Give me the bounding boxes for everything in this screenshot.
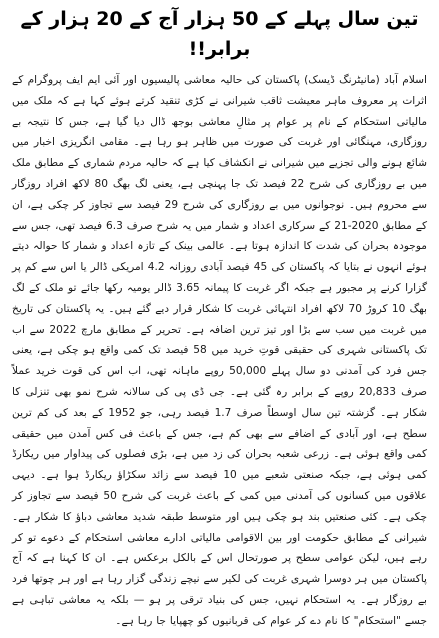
article-headline: تین سال پہلے کے 50 ہزار آج کے 20 ہزار کے برابر!! bbox=[20, 8, 419, 60]
article-body: اسلام آباد (مانیٹرنگ ڈیسک) پاکستان کی حالیہ معاشی پالیسیوں اور آئی ایم ایف پروگرام کے اثرات پر معروف ماہر معیشت ثاقب شیرانی نے کڑی تنقید کرتے ہوئے کہا ہے کہ ملک میں مالیاتی استحکام کے نام پر عوام پر مثالِ معاشی بوجھ ڈال دیا گیا ہے، جس کا نتیجہ بے روزگاری، مہنگائی اور غربت کی صورت میں ظاہر ہو رہا ہے۔ مقامی انگریزی اخبار میں شائع ہونے والی تجزیے میں شیرانی نے انکشاف کیا ہے کہ حالیہ مردم شماری کے مطابق ملک میں بے روزگاری کی شرح 22 فیصد تک جا پہنچی ہے، یعنی لگ بھگ 80 لاکھ افراد روزگار سے محروم ہیں۔ نوجوانوں میں بے روزگاری کی شرح 29 فیصد سے تجاوز کر چکی ہے، ان کے مطابق 2020-21 کے سرکاری اعداد و شمار میں یہ شرح صرف 6.3 فیصد تھی، جس سے موجودہ بحران کی شدت کا اندازہ ہوتا ہے۔ عالمی بینک کے تازہ اعداد و شمار کا حوالہ دیتے ہوئے انہوں نے بتایا کہ پاکستان کی 45 فیصد آبادی روزانہ 4.2 امریکی ڈالر یا اس سے کم پر گزارا کرنے پر مجبور ہے جبکہ اگر غربت کا پیمانہ 3.65 ڈالر یومیہ رکھا جائے تو ملک کے لگ بھگ 10 کروڑ 70 لاکھ افراد انتہائی غربت کا شکار قرار دیے گئے ہیں۔ یہ پاکستان کی تاریخ میں غربت میں سب سے بڑا اور تیز ترین اضافہ ہے۔ تحریر کے مطابق مارچ 2022 سے اب تک پاکستانی شہری کی حقیقی قوتِ خرید میں 58 فیصد تک کمی واقع ہو چکی ہے، یعنی جس فرد کی آمدنی دو سال پہلے 50,000 روپے ماہانہ تھی، اب اس کی قوت خرید عملاً صرف 20,833 روپے کے برابر رہ گئی ہے۔ جی ڈی پی کی سالانہ شرح نمو بھی تنزلی کا شکار ہے۔ گزشتہ تین سال اوسطاً صرف 1.7 فیصد رہی، جو 1952 کے بعد کی کم ترین سطح ہے، اور آبادی کے اضافے سے بھی کم ہے، جس کے باعث فی کس آمدن میں حقیقی کمی واقع ہوئی ہے۔ زرعی شعبہ بحران کی زد میں ہے، بڑی فصلوں کی پیداوار میں ریکارڈ کمی ہوئی ہے، جبکہ صنعتی شعبے میں 10 فیصد سے زائد سکڑاؤ ریکارڈ ہوا ہے۔ دیہی علاقوں میں کسانوں کی آمدنی میں کمی کے باعث غربت کی شرح 50 فیصد سے تجاوز کر چکی ہے۔ کئی صنعتیں بند ہو چکی ہیں اور متوسط طبقہ شدید معاشی دباؤ کا شکار ہے۔ شیرانی کے مطابق حکومت اور بین الاقوامی مالیاتی ادارے معاشی استحکام کے دعوے تو کر رہے ہیں، لیکن عوامی سطح پر صورتحال اس کے بالکل برعکس ہے۔ ان کا کہنا ہے کہ آج پاکستان میں ہر دوسرا شہری غربت کی لکیر سے نیچے زندگی گزار رہا ہے اور ہر چوتھا فرد بے روزگار ہے۔ یہ استحکام نہیں، جس کی بنیاد ترقی پر ہو — بلکہ یہ معاشی تباہی ہے جسے "استحکام" کا نام دے کر عوام کی قربانیوں کو چھپایا جا رہا ہے۔ bbox=[12, 74, 428, 627]
